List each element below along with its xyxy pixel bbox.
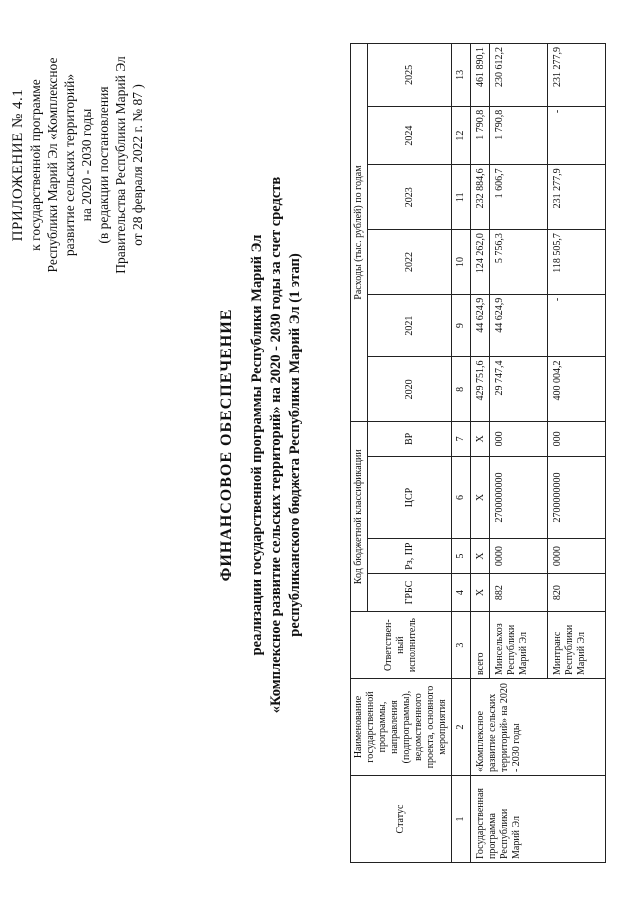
column-index-row (452, 44, 471, 863)
value-cell: 1 790,8 (490, 106, 548, 165)
heading-line: «Комплексное развитие сельских территорий» на 2020 - 2030 годы за счет средств (268, 176, 284, 714)
value-cell: 231 277,9 (548, 165, 606, 230)
document-title: ФИНАНСОВОЕ ОБЕСПЕЧЕНИЕ (218, 308, 235, 582)
column-index: 5 (452, 539, 471, 573)
grbs-cell: 820 (548, 573, 606, 611)
appendix-line: к государственной программе (28, 79, 43, 251)
vr-cell: 000 (548, 422, 606, 456)
value-cell: 124 262,0 (471, 230, 490, 295)
column-index: 11 (452, 165, 471, 230)
value-cell: 429 751,6 (471, 357, 490, 422)
table-header-row (351, 44, 368, 863)
financing-table (350, 43, 606, 863)
executor-cell: Минсельхоз Республики Марий Эл (490, 612, 548, 679)
value-cell: 232 884,6 (471, 165, 490, 230)
program-status: Государственная программа Республики Марий Эл (471, 776, 606, 863)
header-csr: ЦСР (368, 456, 452, 539)
grbs-cell: 882 (490, 573, 548, 611)
value-cell: 5 756,3 (490, 230, 548, 295)
program-name: «Комплексное развитие сельских территорий» на 2020 - 2030 годы (471, 678, 606, 775)
column-index: 9 (452, 294, 471, 357)
header-executor: Ответствен-ный исполнитель (351, 612, 452, 679)
header-grbs: ГРБС (368, 573, 452, 611)
value-cell: - (548, 294, 606, 357)
vr-cell: 000 (490, 422, 548, 456)
appendix-line: (в редакции постановления (96, 86, 111, 244)
value-cell: 1 790,8 (471, 106, 490, 165)
column-index: 3 (452, 612, 471, 679)
vr-cell: Х (471, 422, 490, 456)
heading-line: республиканского бюджета Республики Марий Эл (1 этап) (287, 253, 303, 637)
csr-cell: 2700000000 (548, 456, 606, 539)
column-index: 12 (452, 106, 471, 165)
value-cell: 230 612,2 (490, 44, 548, 107)
column-index: 13 (452, 44, 471, 107)
header-year: 2021 (368, 294, 452, 357)
csr-cell: 2700000000 (490, 456, 548, 539)
value-cell: 118 505,7 (548, 230, 606, 295)
header-year: 2023 (368, 165, 452, 230)
column-index: 2 (452, 678, 471, 775)
header-vr: ВР (368, 422, 452, 456)
appendix-date-line: от 28 февраля 2022 г. № 87 ) (130, 84, 145, 246)
appendix-block (10, 15, 146, 315)
executor-cell: всего (471, 612, 490, 679)
value-cell: 231 277,9 (548, 44, 606, 107)
grbs-cell: Х (471, 573, 490, 611)
header-year: 2020 (368, 357, 452, 422)
column-index: 7 (452, 422, 471, 456)
value-cell: - (548, 106, 606, 165)
value-cell: 461 890,1 (471, 44, 490, 107)
header-year: 2024 (368, 106, 452, 165)
appendix-line: развитие сельских территорий» (62, 73, 77, 257)
column-index: 8 (452, 357, 471, 422)
value-cell: 44 624,9 (471, 294, 490, 357)
appendix-line: Республики Марий Эл «Комплексное (45, 57, 60, 273)
header-name: Наименование государственной программы, направления (подпрограммы), ведомственного проекта, основного мероприятия (351, 678, 452, 775)
heading-line: реализации государственной программы Республики Марий Эл (249, 234, 265, 656)
header-status: Статус (351, 776, 452, 863)
column-index: 6 (452, 456, 471, 539)
header-year: 2025 (368, 44, 452, 107)
rzpr-cell: Х (471, 539, 490, 573)
header-budget-code: Код бюджетной классификации (351, 422, 368, 612)
column-index: 1 (452, 776, 471, 863)
header-rzpr: Рз, ПР (368, 539, 452, 573)
value-cell: 1 606,7 (490, 165, 548, 230)
csr-cell: Х (471, 456, 490, 539)
rzpr-cell: 0000 (548, 539, 606, 573)
value-cell: 44 624,9 (490, 294, 548, 357)
header-year: 2022 (368, 230, 452, 295)
appendix-line: на 2020 - 2030 годы (79, 108, 94, 222)
document-heading (218, 165, 305, 725)
column-index: 10 (452, 230, 471, 295)
executor-cell: Минтранс Республики Марий Эл (548, 612, 606, 679)
value-cell: 400 004,2 (548, 357, 606, 422)
rzpr-cell: 0000 (490, 539, 548, 573)
column-index: 4 (452, 573, 471, 611)
appendix-line: Правительства Республики Марий Эл (113, 56, 128, 274)
appendix-number: ПРИЛОЖЕНИЕ № 4.1 (10, 88, 26, 242)
header-expenses: Расходы (тыс. рублей) по годам (351, 44, 368, 422)
table-row (471, 44, 490, 863)
value-cell: 29 747,4 (490, 357, 548, 422)
